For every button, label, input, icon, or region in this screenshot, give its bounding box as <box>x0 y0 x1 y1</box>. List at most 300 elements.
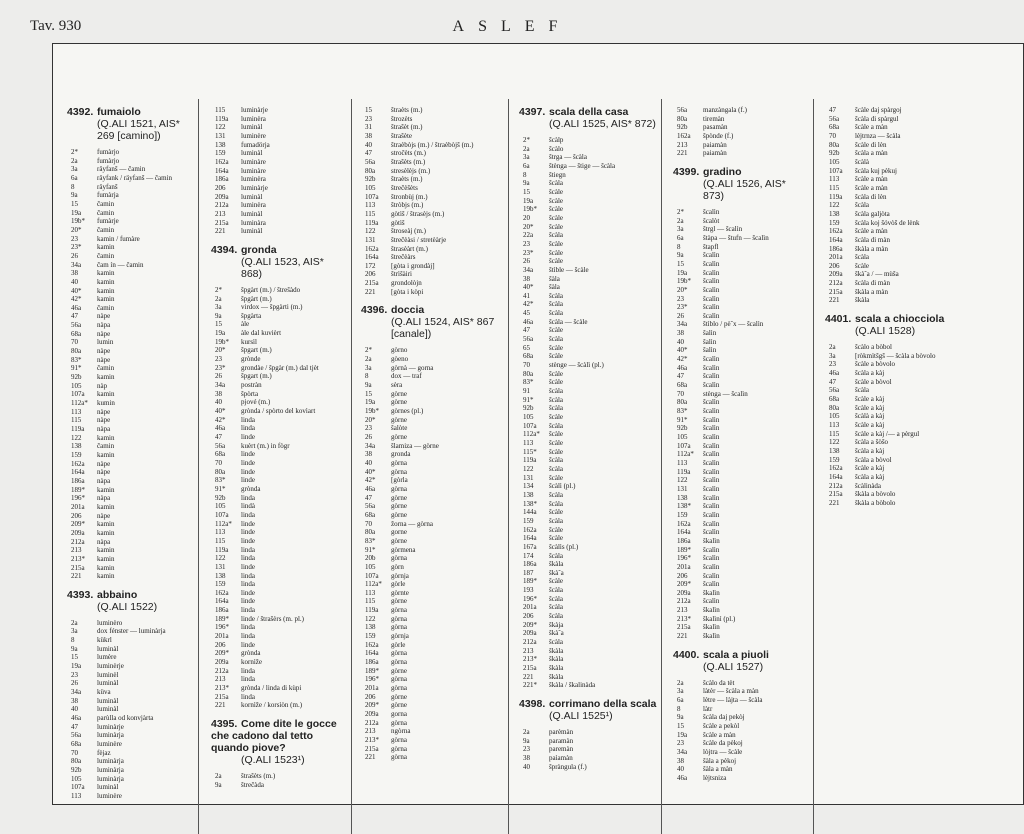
point-code: 193 <box>523 586 534 595</box>
point-code: 213* <box>215 684 229 693</box>
dialect-form: šcalìn <box>703 407 720 416</box>
dialect-form: luminàrja <box>97 774 124 783</box>
data-row <box>673 632 809 641</box>
point-code: 83* <box>71 355 82 364</box>
point-code: 213 <box>71 546 82 555</box>
point-code: 209* <box>215 649 229 658</box>
dialect-form: [gòrla <box>391 476 408 485</box>
data-row <box>519 162 657 171</box>
dialect-form: gòrne <box>391 666 407 675</box>
point-code: 196* <box>365 675 379 684</box>
dialect-form: [ròkmìtšgš — šcàla a bòvolo <box>855 351 936 360</box>
dialect-form: làtèr — šcàla a màn <box>703 687 759 696</box>
dialect-form: kumin <box>97 399 115 408</box>
data-row <box>361 502 503 511</box>
point-code: 46a <box>71 714 82 723</box>
dialect-form: šcàla <box>549 291 563 300</box>
column-divider <box>508 99 509 834</box>
point-code: 3a <box>523 153 530 162</box>
data-row <box>211 398 347 407</box>
point-code: 92b <box>71 373 82 382</box>
data-row <box>67 688 195 697</box>
entry-title <box>673 166 809 178</box>
data-row <box>673 748 809 757</box>
data-row <box>67 399 195 408</box>
point-code: 138 <box>829 446 840 455</box>
point-code: 15 <box>71 653 78 662</box>
point-code: 209a <box>71 528 85 537</box>
entry-number: 4395. <box>211 718 238 730</box>
point-code: 31 <box>365 123 372 132</box>
dialect-form: sèra <box>391 381 403 390</box>
dialect-form: luminèrje <box>97 662 124 671</box>
point-code: 23 <box>523 745 530 754</box>
dialect-form: šcalìn <box>703 545 720 554</box>
point-code: 19a <box>365 398 376 407</box>
dialect-form: nàp <box>97 381 108 390</box>
dialect-form: šcàle <box>549 352 563 361</box>
point-code: 23* <box>71 243 82 252</box>
data-row <box>211 641 347 650</box>
point-code: 221 <box>829 296 840 305</box>
point-code: 56a <box>71 321 82 330</box>
dialect-form: šcàla di màn <box>855 235 890 244</box>
point-code: 23 <box>71 234 78 243</box>
dialect-form: räyfanš <box>97 182 118 191</box>
dialect-form: škàla <box>549 664 564 673</box>
data-row <box>211 123 347 132</box>
point-code: 112a* <box>523 430 540 439</box>
dialect-form: kamin <box>97 286 115 295</box>
dialect-form: paiamàn <box>703 149 727 158</box>
data-row <box>519 763 657 772</box>
data-row <box>673 433 809 442</box>
data-row <box>211 772 347 781</box>
point-code: 113 <box>365 588 376 597</box>
point-code: 213 <box>365 727 376 736</box>
dialect-form: linda <box>241 666 255 675</box>
entry-title <box>67 106 195 118</box>
point-code: 107a <box>365 571 379 580</box>
dialect-form: nàpe <box>97 511 111 520</box>
point-code: 164a <box>215 597 229 606</box>
dialect-form: šcàle a kàj <box>855 464 885 473</box>
data-row <box>673 217 809 226</box>
point-code: 9a <box>523 736 530 745</box>
point-code: 15 <box>677 722 684 731</box>
data-row <box>67 295 195 304</box>
point-code: 23 <box>365 424 372 433</box>
dialect-form: šalìn <box>703 337 717 346</box>
dialect-form: ngòrna <box>391 727 411 736</box>
point-code: 26 <box>523 257 530 266</box>
data-row <box>211 329 347 338</box>
dialect-form: špòrta <box>241 389 259 398</box>
data-row <box>519 737 657 746</box>
data-row <box>519 456 657 465</box>
dialect-form: šcàla <box>549 638 563 647</box>
point-code: 186a <box>829 244 843 253</box>
point-code: 70 <box>677 389 684 398</box>
point-code: 221 <box>523 672 534 681</box>
point-code: 2a <box>71 618 78 627</box>
data-row <box>825 288 1015 297</box>
dialect-form: škàla a bòvolo <box>855 490 896 499</box>
dialect-form: šcàla <box>549 395 563 404</box>
point-code: 6a <box>523 161 530 170</box>
column-divider <box>351 99 352 834</box>
point-code: 2a <box>365 355 372 364</box>
dialect-form: dox fénster — luminàrja <box>97 627 166 636</box>
point-code: 92b <box>677 123 688 132</box>
dialect-form: küva <box>97 688 111 697</box>
dialect-form: paremàn <box>549 745 574 754</box>
dialect-form: kamin <box>97 243 115 252</box>
point-code: 56a <box>365 157 376 166</box>
dialect-form: čamin <box>97 303 115 312</box>
dialect-form: lètre — làjta — šcàla <box>703 696 763 705</box>
data-row <box>361 476 503 485</box>
point-code: 9a <box>215 780 222 789</box>
point-code: 9a <box>677 713 684 722</box>
dialect-form: gòeno <box>391 355 409 364</box>
data-row <box>211 227 347 236</box>
dialect-form: štrašèts (m.) <box>241 772 276 780</box>
data-row <box>211 424 347 433</box>
dialect-form: linde <box>241 458 255 467</box>
point-code: 9a <box>215 311 222 320</box>
data-row <box>67 434 195 443</box>
data-row <box>211 219 347 228</box>
dialect-form: štrozèts <box>391 114 413 123</box>
point-code: 15 <box>677 259 684 268</box>
point-code: 186a <box>71 476 85 485</box>
dialect-form: šcàle a bòvol <box>855 377 892 386</box>
data-row <box>519 474 657 483</box>
data-row <box>67 494 195 503</box>
data-row <box>673 115 809 124</box>
data-row <box>673 705 809 714</box>
point-code: 215a <box>829 287 843 296</box>
point-code: 119a <box>829 192 843 201</box>
point-code: 92b <box>365 175 376 184</box>
point-code: 213 <box>677 606 688 615</box>
data-row <box>673 597 809 606</box>
dialect-form: kursìl <box>241 337 257 346</box>
dialect-form: paramàn <box>549 736 574 745</box>
data-row <box>211 554 347 563</box>
data-row <box>211 442 347 451</box>
data-row <box>673 459 809 468</box>
point-code: 42* <box>71 295 82 304</box>
dialect-form: šcàla <box>855 253 869 262</box>
data-row <box>519 603 657 612</box>
point-code: 162a <box>677 519 691 528</box>
data-row <box>361 494 503 503</box>
data-row <box>211 338 347 347</box>
data-row <box>825 456 1015 465</box>
data-row <box>211 210 347 219</box>
point-code: 131 <box>215 562 226 571</box>
data-row <box>673 774 809 783</box>
point-code: 92b <box>677 424 688 433</box>
point-code: 20* <box>677 285 688 294</box>
point-code: 2* <box>215 285 222 294</box>
data-row <box>361 511 503 520</box>
point-code: 19a <box>215 329 226 338</box>
point-code: 164a <box>215 166 229 175</box>
dialect-form: fumàrjo <box>97 148 120 156</box>
data-row <box>519 309 657 318</box>
data-row <box>67 503 195 512</box>
data-row <box>673 295 809 304</box>
dialect-form: šcàle a kàj /— a pèrgul <box>855 429 920 438</box>
dialect-form: škàˇa <box>549 629 564 638</box>
point-code: 70 <box>71 338 78 347</box>
point-code: 209a <box>677 588 691 597</box>
point-code: 206 <box>523 612 534 621</box>
data-row <box>361 485 503 494</box>
data-row <box>673 149 809 158</box>
entry-headword: Come dite le gocce che cadono dal tetto quando piove? <box>211 718 337 754</box>
dialect-form: šcalìn <box>703 424 720 433</box>
dialect-form: šcàla a kàj <box>855 369 885 378</box>
dialect-form: štrečèàsi / stretèàrje <box>391 235 447 244</box>
page-title: ASLEF <box>452 18 572 35</box>
dialect-form: gorne <box>391 528 407 537</box>
data-row <box>519 387 657 396</box>
data-row <box>361 606 503 615</box>
dialect-form: šalòte <box>391 424 408 433</box>
point-code: 34a <box>365 441 376 450</box>
data-row <box>519 517 657 526</box>
data-row <box>825 352 1015 361</box>
dialect-form: šcalìn <box>703 415 720 424</box>
dialect-form: gòrne <box>391 389 407 398</box>
data-row <box>519 638 657 647</box>
point-code: 122 <box>365 227 376 236</box>
data-row <box>825 253 1015 262</box>
data-row <box>67 636 195 645</box>
data-row <box>67 278 195 287</box>
point-code: 115 <box>365 597 376 606</box>
data-row <box>673 277 809 286</box>
entry-block <box>211 718 347 789</box>
dialect-form: linde <box>241 450 255 459</box>
point-code: 56a <box>71 731 82 740</box>
data-row <box>211 158 347 167</box>
dialect-form: škalìn <box>703 632 720 641</box>
point-code: 159 <box>523 516 534 525</box>
data-row <box>825 473 1015 482</box>
point-code: 186a <box>215 606 229 615</box>
dialect-form: štrečàda <box>241 780 264 789</box>
dialect-form: štìble — šcàle <box>549 265 589 274</box>
data-row <box>67 174 195 183</box>
point-code: 80a <box>677 114 688 123</box>
point-code: 119a <box>365 218 379 227</box>
dialect-form: šcàla <box>549 586 563 595</box>
dialect-form: linda <box>241 623 255 632</box>
dialect-form: dox — traf <box>391 372 422 381</box>
data-row <box>361 398 503 407</box>
point-code: 38 <box>677 329 684 338</box>
column-divider <box>198 99 199 834</box>
point-code: 83* <box>677 407 688 416</box>
dialect-form: gòrna <box>391 744 407 753</box>
dialect-form: šcalìn <box>703 294 720 303</box>
dialect-form: šcalìn <box>703 458 720 467</box>
dialect-form: škàla <box>549 655 564 664</box>
data-row <box>67 425 195 434</box>
point-code: 91* <box>365 545 376 554</box>
dialect-form: šcàlìs (pl.) <box>549 542 579 551</box>
point-code: 159 <box>829 455 840 464</box>
dialect-form: šcàla — šcàle <box>549 317 588 326</box>
data-row <box>67 321 195 330</box>
point-code: 122 <box>365 614 376 623</box>
data-row <box>673 106 809 115</box>
data-row <box>361 245 503 254</box>
dialect-form: špgart (m.) <box>241 372 272 381</box>
point-code: 164a <box>829 235 843 244</box>
data-row <box>673 546 809 555</box>
dialect-form: linde <box>241 536 255 545</box>
point-code: 107a <box>677 441 691 450</box>
plate-number: Tav. 930 <box>30 18 82 34</box>
point-code: 221 <box>365 753 376 762</box>
data-row <box>211 667 347 676</box>
data-row <box>673 476 809 485</box>
data-row <box>67 191 195 200</box>
point-code: 113 <box>215 528 226 537</box>
point-code: 40* <box>677 346 688 355</box>
dialect-form: gòrnes (pl.) <box>391 407 424 416</box>
point-code: 68a <box>215 450 226 459</box>
entry-title <box>519 698 657 710</box>
entry-title <box>825 313 1015 325</box>
data-row <box>519 664 657 673</box>
dialect-form: paiamàn <box>703 140 727 149</box>
data-row <box>211 390 347 399</box>
point-code: 112a* <box>365 580 382 589</box>
data-row <box>211 167 347 176</box>
dialect-form: škàla / škalinàda <box>549 681 596 690</box>
data-row <box>211 781 347 790</box>
point-code: 209* <box>71 520 85 529</box>
data-row <box>361 693 503 702</box>
point-code: 23 <box>523 239 530 248</box>
data-row <box>67 512 195 521</box>
point-code: 47 <box>71 312 78 321</box>
data-row <box>211 684 347 693</box>
point-code: 221* <box>523 681 537 690</box>
dialect-form: luminàrje <box>241 183 268 192</box>
dialect-form: šcalìn <box>703 268 720 277</box>
data-row <box>67 645 195 654</box>
point-code: 206 <box>71 511 82 520</box>
entry-title <box>519 106 657 118</box>
point-code: 80a <box>365 166 376 175</box>
entry-source: (Q.ALI 1524, AIS* 867 [canale]) <box>391 316 495 341</box>
data-row <box>67 627 195 636</box>
point-code: 2* <box>523 136 530 144</box>
data-row <box>211 528 347 537</box>
dialect-form: šcàle <box>549 205 563 214</box>
dialect-form: lumin <box>97 338 114 347</box>
data-row <box>361 106 503 115</box>
point-code: 164a <box>677 528 691 537</box>
entry-source: (Q.ALI 1526, AIS* 873) <box>703 177 786 202</box>
dialect-form: šcàlì (pl.) <box>549 482 576 491</box>
point-code: 112a* <box>71 399 88 408</box>
data-row <box>211 563 347 572</box>
dialect-form: luminàrje <box>97 722 124 731</box>
point-code: 215a <box>829 490 843 499</box>
dialect-form: šcalìn <box>703 259 720 268</box>
dialect-form: šcàle a màn <box>703 730 736 739</box>
point-code: 8 <box>677 242 681 251</box>
dialect-form: šcàle <box>549 525 563 534</box>
dialect-form: kamin <box>97 277 115 286</box>
dialect-form: šcalìn <box>703 398 720 407</box>
data-row <box>67 451 195 460</box>
dialect-form: čamin <box>97 442 115 451</box>
dialect-form: linda <box>241 675 255 684</box>
data-row <box>519 586 657 595</box>
data-row <box>673 390 809 399</box>
point-code: 212a <box>215 201 229 210</box>
dialect-form: špònde (f.) <box>703 131 734 140</box>
dialect-form: šcàle a màn <box>855 175 888 184</box>
data-row <box>519 335 657 344</box>
data-row <box>67 486 195 495</box>
point-code: 34a <box>677 748 688 756</box>
dialect-form: luminèl <box>97 670 119 679</box>
data-row <box>361 450 503 459</box>
data-row <box>361 684 503 693</box>
entry-title <box>673 649 809 661</box>
point-code: 46a <box>677 773 688 782</box>
column-5 <box>673 106 809 791</box>
data-row <box>211 546 347 555</box>
data-row <box>519 655 657 664</box>
dialect-form: škalìnì (pl.) <box>703 614 736 623</box>
point-code: 215a <box>215 218 229 227</box>
data-row <box>361 753 503 762</box>
point-code: 105 <box>677 433 688 441</box>
point-code: 91* <box>677 415 688 424</box>
data-row <box>211 286 347 295</box>
data-row <box>673 346 809 355</box>
data-row <box>519 577 657 586</box>
point-code: 212a <box>523 638 537 647</box>
dialect-form: škàla a màn <box>855 287 889 296</box>
dialect-form: postràn <box>241 381 262 390</box>
data-row <box>361 346 503 355</box>
point-code: 105 <box>829 412 840 421</box>
data-row <box>67 662 195 671</box>
data-row <box>361 641 503 650</box>
dialect-form: kamin <box>97 450 115 459</box>
data-row <box>211 520 347 529</box>
point-code: 221 <box>829 498 840 507</box>
point-code: 80a <box>523 369 534 378</box>
data-row <box>673 320 809 329</box>
data-row <box>673 225 809 234</box>
point-code: 46a <box>677 363 688 372</box>
data-row <box>673 494 809 503</box>
